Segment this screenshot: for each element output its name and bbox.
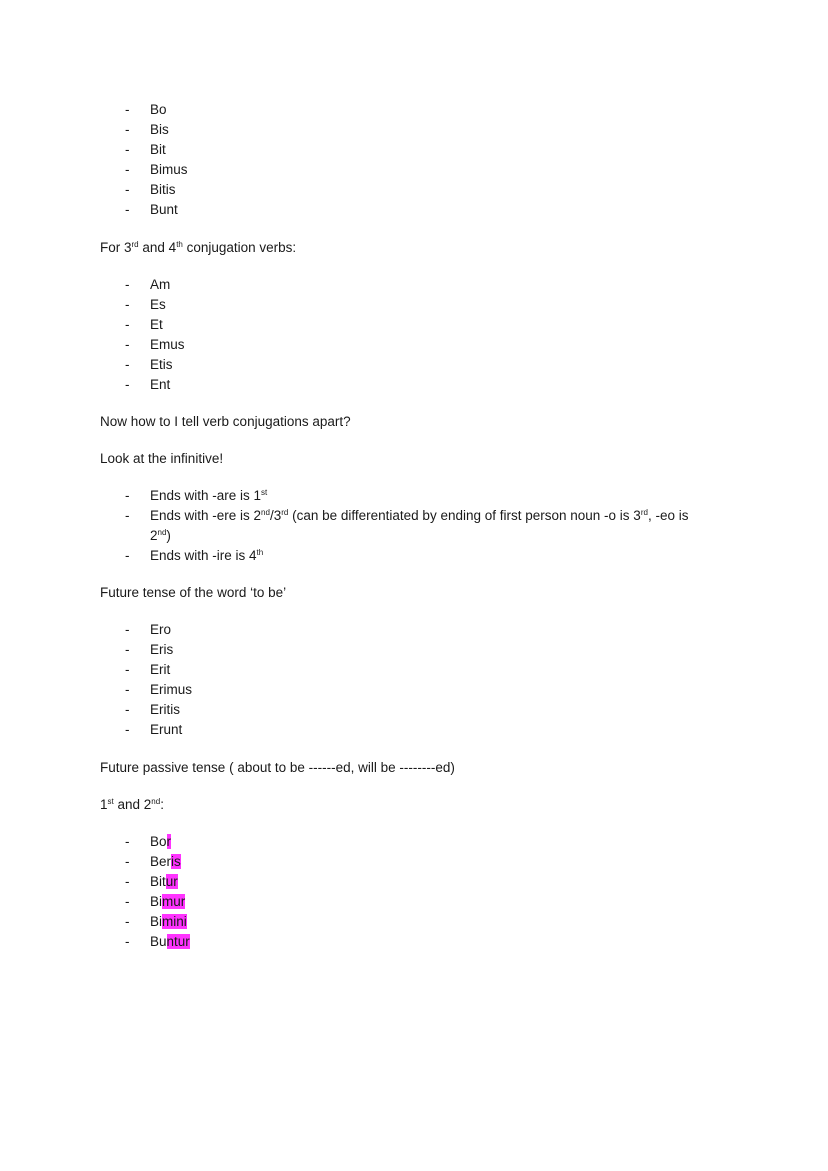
highlighted-ending: mur <box>162 894 186 909</box>
bullet-dash: - <box>125 277 130 292</box>
list-item: Bitur <box>150 874 178 889</box>
bullet-dash: - <box>125 622 130 637</box>
question-text: Now how to I tell verb conjugations apart? <box>100 414 351 429</box>
list-item: Erimus <box>150 682 193 697</box>
highlighted-ending: ntur <box>166 934 190 949</box>
list-item: Ent <box>150 377 171 392</box>
bullet-dash: - <box>125 662 130 677</box>
bullet-dash: - <box>125 722 130 737</box>
list-item: Erit <box>150 662 171 677</box>
bullet-dash: - <box>125 202 130 217</box>
bullet-dash: - <box>125 508 130 523</box>
list-item: Etis <box>150 357 173 372</box>
bullet-dash: - <box>125 548 130 563</box>
bullet-dash: - <box>125 934 130 949</box>
list-item: Bis <box>150 122 169 137</box>
heading-1st-2nd: 1st and 2nd: <box>100 797 164 812</box>
list-item: Buntur <box>150 934 190 949</box>
bullet-dash: - <box>125 682 130 697</box>
bullet-dash: - <box>125 377 130 392</box>
heading-future-to-be: Future tense of the word ‘to be’ <box>100 585 287 600</box>
bullet-dash: - <box>125 488 130 503</box>
bullet-dash: - <box>125 702 130 717</box>
list-item: Am <box>150 277 171 292</box>
highlighted-ending: ur <box>165 874 178 889</box>
list-item: Bit <box>150 142 166 157</box>
bullet-dash: - <box>125 834 130 849</box>
bullet-dash: - <box>125 142 130 157</box>
list-item: Et <box>150 317 163 332</box>
list-item: Bitis <box>150 182 176 197</box>
list-item: Bunt <box>150 202 178 217</box>
bullet-dash: - <box>125 162 130 177</box>
bullet-dash: - <box>125 854 130 869</box>
highlighted-ending: r <box>166 834 172 849</box>
rule-first-conjugation: Ends with -are is 1st <box>150 488 268 503</box>
rule-second-third-conjugation: Ends with -ere is 2nd/3rd (can be differentiated by ending of first person noun -o is 3rd, -eo is <box>150 508 689 523</box>
list-item: Erunt <box>150 722 183 737</box>
list-item: Eritis <box>150 702 180 717</box>
list-item: Ero <box>150 622 172 637</box>
list-item: Bimur <box>150 894 186 909</box>
bullet-dash: - <box>125 317 130 332</box>
list-item: Beris <box>150 854 181 869</box>
list-item: Es <box>150 297 166 312</box>
heading-3rd-4th-conjugation: For 3rd and 4th conjugation verbs: <box>100 240 297 255</box>
rule-second-third-continuation: 2nd) <box>150 528 171 543</box>
bullet-dash: - <box>125 874 130 889</box>
bullet-dash: - <box>125 182 130 197</box>
list-item: Emus <box>150 337 185 352</box>
rule-fourth-conjugation: Ends with -ire is 4th <box>150 548 264 563</box>
heading-future-passive: Future passive tense ( about to be ------ed, will be --------ed) <box>100 760 455 775</box>
bullet-dash: - <box>125 122 130 137</box>
bullet-dash: - <box>125 642 130 657</box>
bullet-dash: - <box>125 357 130 372</box>
list-item: Bimus <box>150 162 188 177</box>
hint-text: Look at the infinitive! <box>100 451 224 466</box>
list-item: Bo <box>150 102 167 117</box>
bullet-dash: - <box>125 102 130 117</box>
highlighted-ending: mini <box>162 914 187 929</box>
bullet-dash: - <box>125 337 130 352</box>
list-item: Bor <box>150 834 172 849</box>
bullet-dash: - <box>125 914 130 929</box>
bullet-dash: - <box>125 297 130 312</box>
list-item: Bimini <box>150 914 187 929</box>
bullet-dash: - <box>125 894 130 909</box>
list-item: Eris <box>150 642 174 657</box>
highlighted-ending: is <box>171 854 181 869</box>
